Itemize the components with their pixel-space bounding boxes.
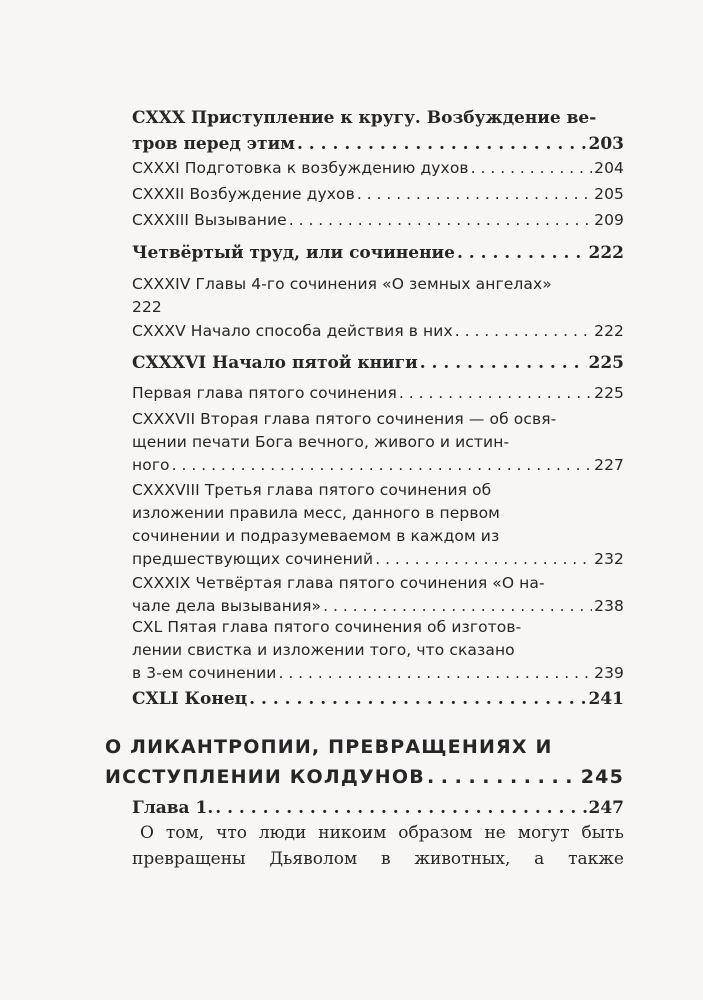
- toc-entry: [132, 572, 624, 618]
- word: животных,: [414, 849, 511, 869]
- toc-entry-leader-row: [132, 548, 624, 571]
- toc-entry-leader-row: [132, 382, 624, 405]
- toc-entry: [132, 686, 624, 712]
- leader-dots: [455, 320, 592, 343]
- toc-entry-line: CXXXVIII Третья глава пятого сочинения об: [132, 481, 492, 499]
- toc-page-number: 222: [594, 322, 624, 340]
- section-heading: [105, 732, 624, 792]
- toc-entry: [132, 320, 624, 343]
- toc-entry-line: CXXX Приступление к кругу. Возбуждение ве-: [132, 108, 597, 128]
- toc-entry: [132, 240, 624, 266]
- leader-dots: [420, 350, 587, 376]
- word: О: [140, 823, 154, 843]
- toc-entry-title: предшествующих сочинений: [132, 550, 374, 568]
- toc-page-number: 204: [594, 159, 624, 177]
- leader-dots: [289, 209, 592, 232]
- toc-entry-title: чале дела вызывания»: [132, 597, 322, 615]
- toc-entry-title: Четвёртый труд, или сочинение: [132, 243, 455, 263]
- chapter-leader-row: [132, 796, 624, 820]
- toc-entry-title: CXXXII Возбуждение духов: [132, 185, 355, 203]
- leader-dots: [215, 796, 586, 820]
- word: в: [381, 849, 391, 869]
- toc-page-number: 238: [594, 597, 624, 615]
- word: могут: [517, 823, 570, 843]
- toc-entry-leader-row: [132, 157, 624, 180]
- word: что: [216, 823, 247, 843]
- toc-entry-title: CXXXVI Начало пятой книги: [132, 353, 418, 373]
- toc-entry-leader-row: [132, 595, 624, 618]
- word: также: [568, 849, 624, 869]
- leader-dots: [399, 382, 592, 405]
- leader-dots: [357, 183, 592, 206]
- toc-entry: [132, 408, 624, 477]
- toc-page-number: 209: [594, 211, 624, 229]
- toc-entry-title: CXXXV Начало способа действия в них: [132, 322, 453, 340]
- leader-dots: [427, 762, 579, 792]
- toc-entry-title: тров перед этим: [132, 134, 295, 154]
- leader-dots: [278, 662, 592, 685]
- word: образом: [398, 823, 473, 843]
- word: а: [534, 849, 545, 869]
- toc-entry-line: щении печати Бога вечного, живого и истин-: [132, 433, 510, 451]
- toc-entry: [132, 479, 624, 571]
- toc-entry: [132, 209, 624, 232]
- toc-entry-line: CXXXVII Вторая глава пятого сочинения — об освя-: [132, 410, 557, 428]
- section-heading-leader-row: [105, 762, 624, 792]
- toc-page-number: 241: [588, 689, 624, 709]
- leader-dots: [323, 595, 592, 618]
- toc-page-number: 205: [594, 185, 624, 203]
- toc-entry-title: ного: [132, 456, 170, 474]
- section-page-number: 245: [580, 766, 624, 788]
- toc-entry-line: CXXXIX Четвёртая глава пятого сочинения «О на-: [132, 574, 545, 592]
- section-heading-line: ИССТУПЛЕНИИ КОЛДУНОВ: [105, 766, 425, 788]
- chapter-label: Глава 1.: [132, 798, 214, 818]
- toc-entry-line: 222: [132, 298, 162, 316]
- leader-dots: [172, 454, 592, 477]
- toc-entry-leader-row: [132, 240, 624, 266]
- toc-entry-leader-row: [132, 662, 624, 685]
- word: никоим: [318, 823, 387, 843]
- toc-entry-line: изложении правила месс, данного в первом: [132, 504, 500, 522]
- word: том,: [165, 823, 205, 843]
- leader-dots: [249, 686, 586, 712]
- word: превращены: [132, 849, 246, 869]
- toc-entry: [132, 616, 624, 685]
- toc-entry-leader-row: [132, 131, 624, 157]
- leader-dots: [375, 548, 592, 571]
- toc-entry: [132, 105, 624, 157]
- toc-entry-line: сочинении и подразумеваемом в каждом из: [132, 527, 500, 545]
- toc-entry-title: CXLI Конец: [132, 689, 248, 709]
- toc-entry: [132, 157, 624, 180]
- description-line: [132, 846, 624, 872]
- chapter-page-number: 247: [588, 798, 624, 818]
- toc-page-number: 239: [594, 664, 624, 682]
- toc-entry: [132, 382, 624, 405]
- toc-entry-leader-row: [132, 454, 624, 477]
- word: не: [484, 823, 506, 843]
- toc-entry-title: CXXXI Подготовка к возбуждению духов: [132, 159, 469, 177]
- leader-dots: [297, 131, 587, 157]
- toc-page-number: 222: [588, 243, 624, 263]
- chapter-entry: [132, 796, 624, 820]
- toc-entry-leader-row: [132, 209, 624, 232]
- leader-dots: [471, 157, 592, 180]
- toc-entry-title: в 3-ем сочинении: [132, 664, 277, 682]
- toc-entry-leader-row: [132, 320, 624, 343]
- toc-page-number: 232: [594, 550, 624, 568]
- word: быть: [581, 823, 624, 843]
- section-heading-line: О ЛИКАНТРОПИИ, ПРЕВРАЩЕНИЯХ И: [105, 736, 553, 758]
- leader-dots: [457, 240, 587, 266]
- toc-entry-title: CXXXIII Вызывание: [132, 211, 287, 229]
- toc-page-number: 225: [594, 384, 624, 402]
- toc-entry: [132, 183, 624, 206]
- word: Дьяволом: [269, 849, 358, 869]
- toc-entry: [132, 273, 624, 319]
- toc-entry-line: лении свистка и изложении того, что сказано: [132, 641, 515, 659]
- toc-page-number: 203: [588, 134, 624, 154]
- toc-entry-leader-row: [132, 183, 624, 206]
- chapter-description: [132, 820, 624, 872]
- toc-entry-title: Первая глава пятого сочинения: [132, 384, 397, 402]
- toc-entry-leader-row: [132, 686, 624, 712]
- toc-page-number: 227: [594, 456, 624, 474]
- toc-entry-line: CXL Пятая глава пятого сочинения об изготов-: [132, 618, 522, 636]
- word: люди: [258, 823, 307, 843]
- toc-entry: [132, 350, 624, 376]
- toc-entry-leader-row: [132, 350, 624, 376]
- toc-page-number: 225: [588, 353, 624, 373]
- description-line: [132, 820, 624, 846]
- toc-entry-line: CXXXIV Главы 4-го сочинения «О земных ангелах»: [132, 275, 552, 293]
